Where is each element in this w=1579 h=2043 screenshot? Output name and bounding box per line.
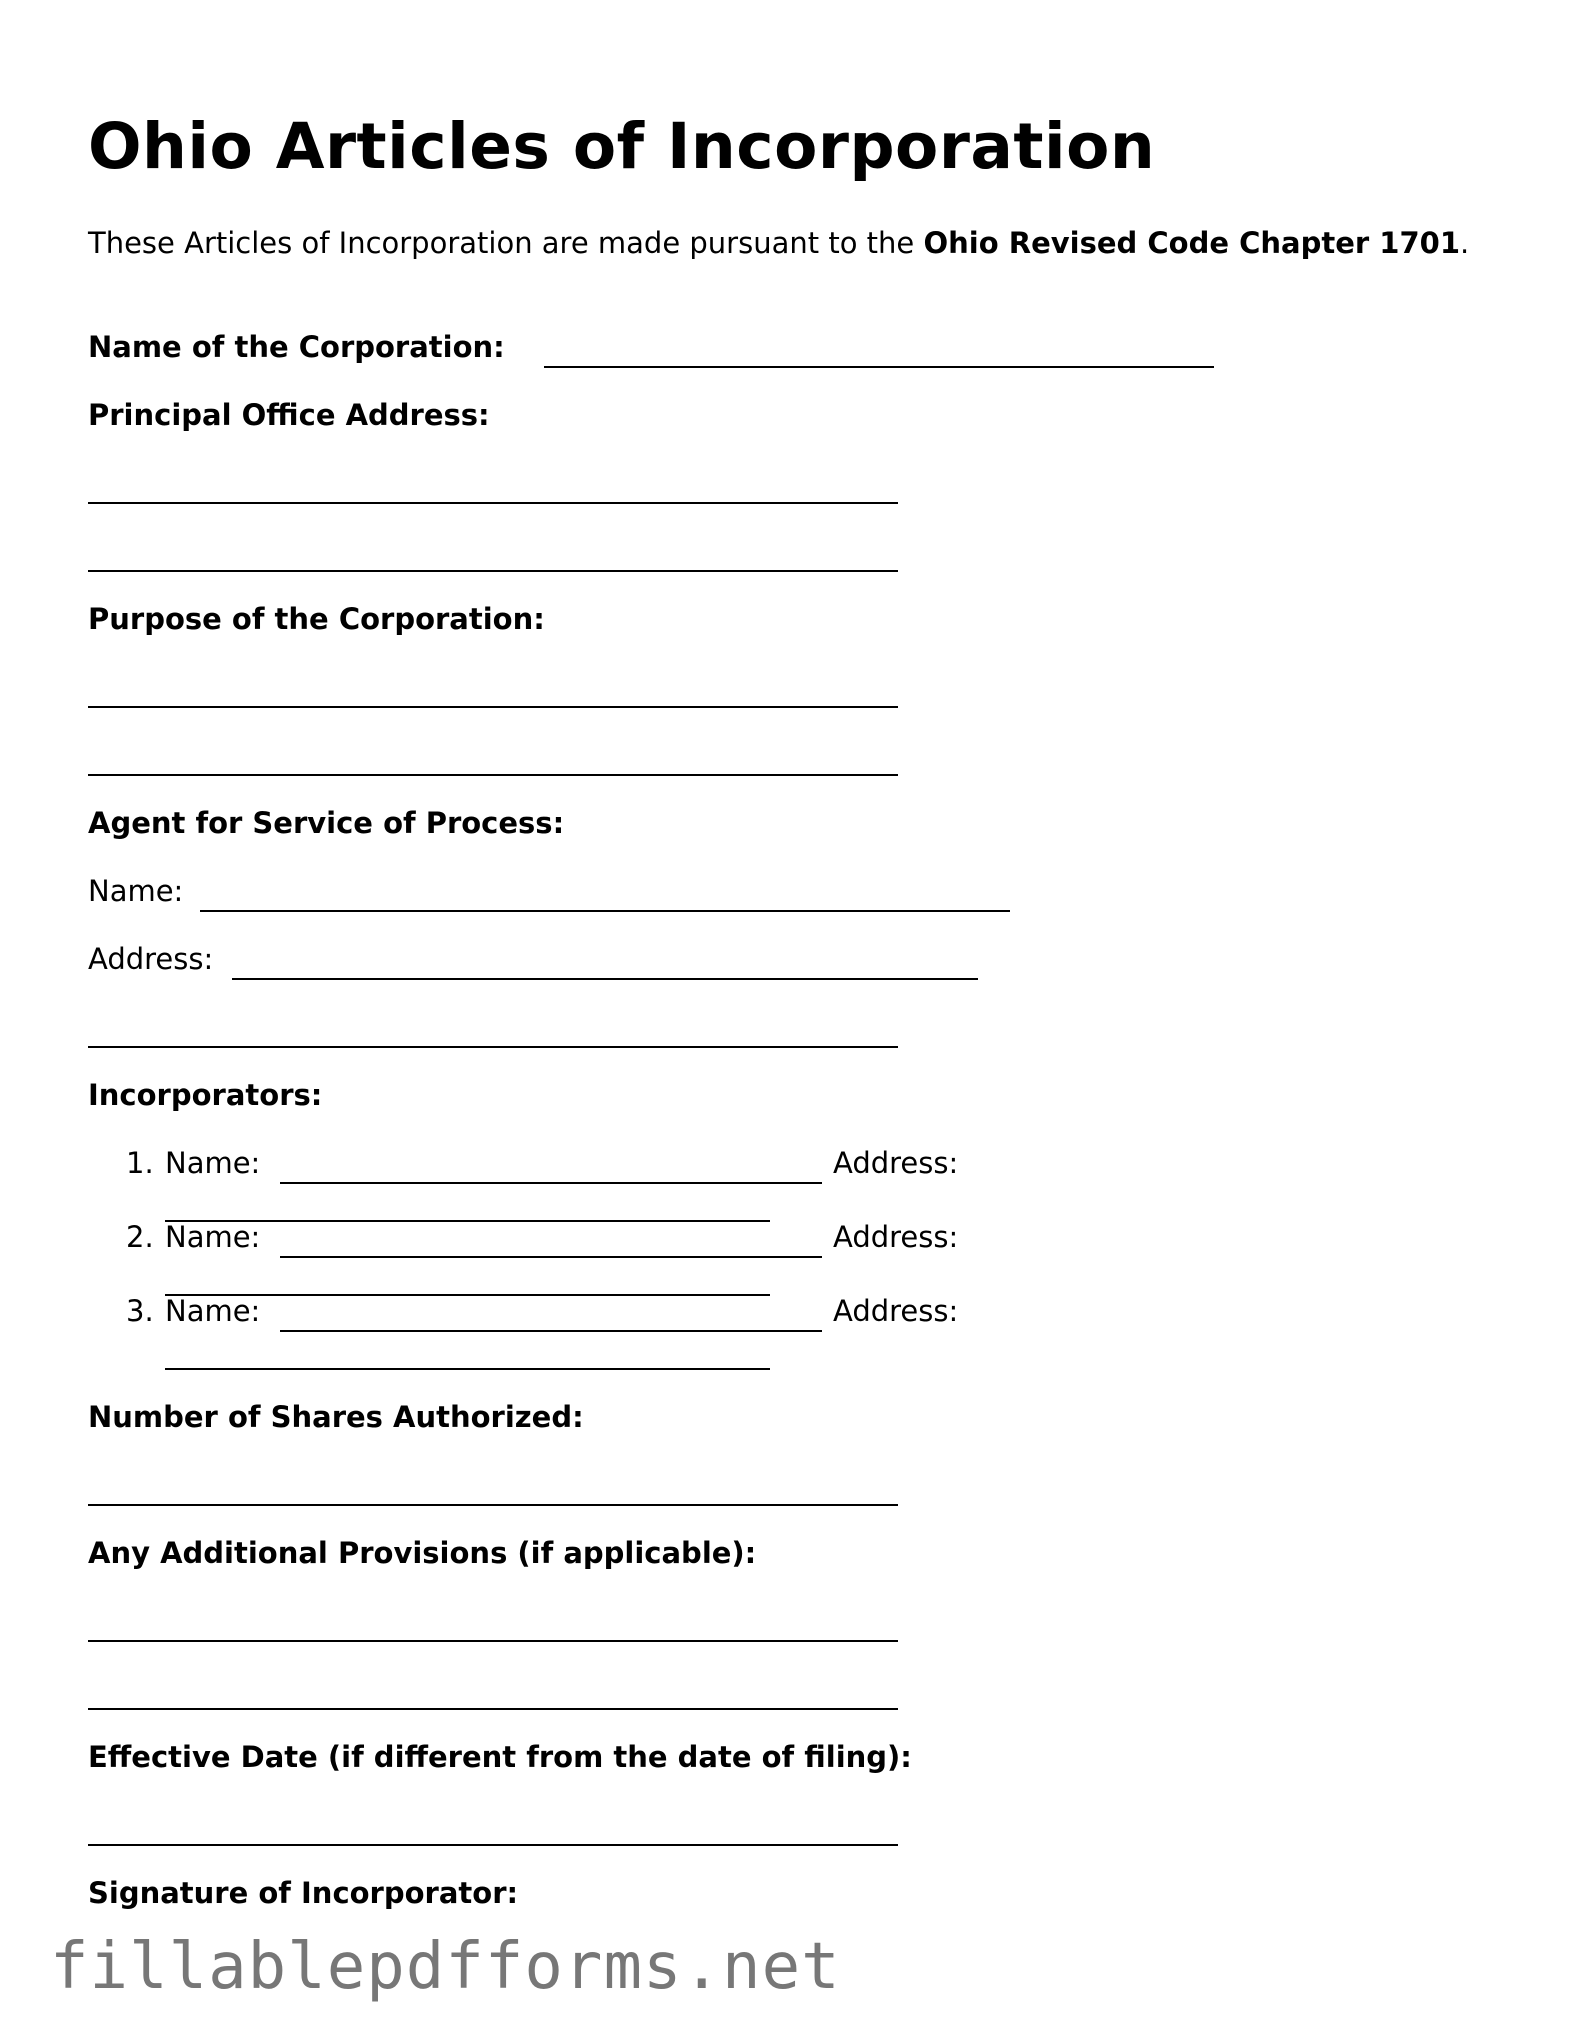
intro-text: These Articles of Incorporation are made pursuant to the [88, 226, 915, 260]
intro-statute: Ohio Revised Code Chapter 1701 [923, 226, 1460, 260]
document-title: Ohio Articles of Incorporation [88, 110, 1156, 183]
agent-address-label: Address: [88, 942, 214, 976]
incorporators-label: Incorporators: [88, 1078, 323, 1112]
signature-label: Signature of Incorporator: [88, 1876, 519, 1910]
agent-name-label: Name: [88, 874, 184, 908]
incorporator-name-label: Name: [165, 1220, 261, 1254]
effective-date-label: Effective Date (if different from the date of filing): [88, 1740, 912, 1774]
corp-name-label: Name of the Corporation: [88, 330, 505, 364]
incorporator-number: 2. [126, 1220, 154, 1254]
effective-date-field[interactable] [88, 1844, 898, 1846]
incorporator-name-label: Name: [165, 1146, 261, 1180]
agent-address-field-1[interactable] [232, 978, 978, 980]
principal-office-field-1[interactable] [88, 502, 898, 504]
incorporator-name-field[interactable] [280, 1330, 822, 1332]
purpose-field-1[interactable] [88, 706, 898, 708]
intro-paragraph [88, 224, 1498, 262]
provisions-field-2[interactable] [88, 1708, 898, 1710]
incorporator-number: 1. [126, 1146, 154, 1180]
shares-label: Number of Shares Authorized: [88, 1400, 584, 1434]
incorporator-name-field[interactable] [280, 1256, 822, 1258]
provisions-field-1[interactable] [88, 1640, 898, 1642]
intro-period: . [1460, 226, 1470, 260]
incorporator-address-field[interactable] [165, 1368, 770, 1370]
incorporator-number: 3. [126, 1294, 154, 1328]
incorporator-address-label: Address: [833, 1146, 959, 1180]
corp-name-field[interactable] [544, 366, 1214, 368]
agent-label: Agent for Service of Process: [88, 806, 565, 840]
incorporator-name-label: Name: [165, 1294, 261, 1328]
agent-name-field[interactable] [200, 910, 1010, 912]
shares-field[interactable] [88, 1504, 898, 1506]
principal-office-field-2[interactable] [88, 570, 898, 572]
principal-office-label: Principal Office Address: [88, 398, 490, 432]
incorporator-address-label: Address: [833, 1294, 959, 1328]
purpose-label: Purpose of the Corporation: [88, 602, 545, 636]
incorporator-address-label: Address: [833, 1220, 959, 1254]
provisions-label: Any Additional Provisions (if applicable): [88, 1536, 757, 1570]
watermark: fillablepdfforms.net [50, 1930, 841, 2004]
agent-address-field-2[interactable] [88, 1046, 898, 1048]
purpose-field-2[interactable] [88, 774, 898, 776]
incorporator-name-field[interactable] [280, 1182, 822, 1184]
